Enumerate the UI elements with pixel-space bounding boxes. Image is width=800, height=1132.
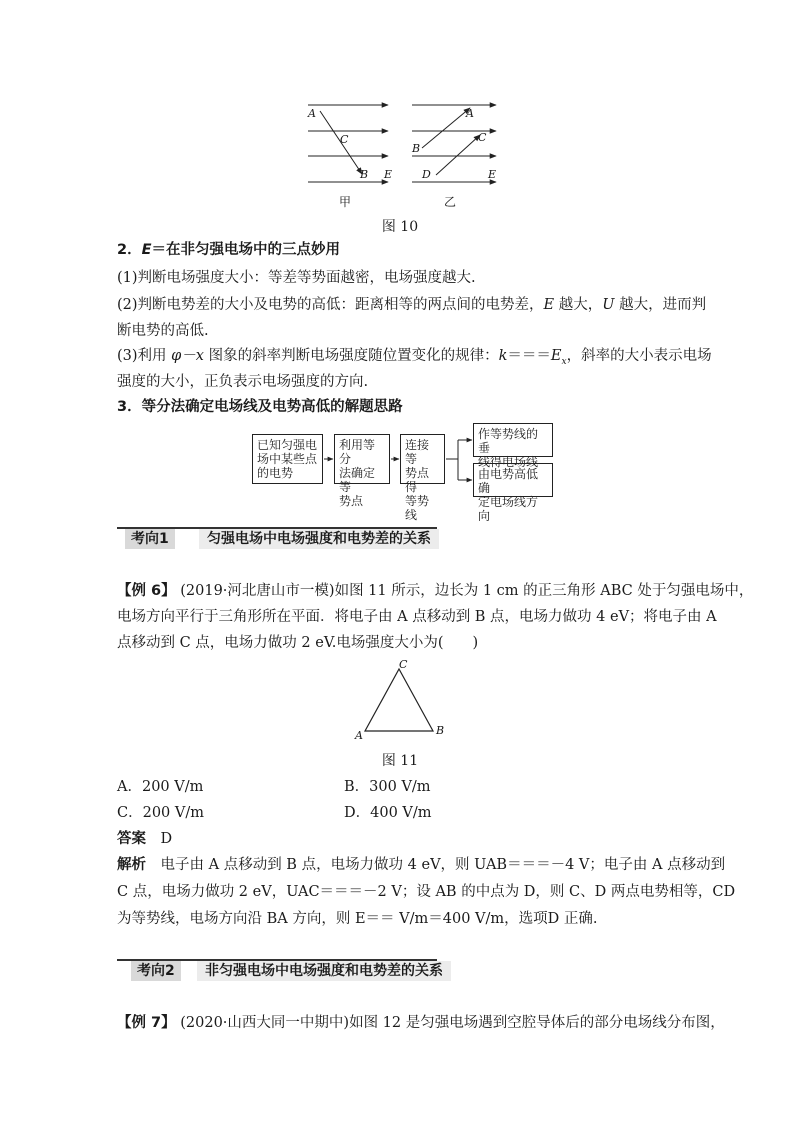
- figure-11-caption: 图 11: [381, 753, 419, 769]
- answer-line: [117, 829, 172, 849]
- example-6-line-1: 【例 6】 (2019·河北唐山市一模)如图 11 所示，边长为 1 cm 的正三角形 ABC 处于匀强电场中，: [117, 583, 754, 599]
- example-7-line-1: 【例 7】 (2020·山西大同一中期中)如图 12 是匀强电场遇到空腔导体后的部分电场线分布图，: [117, 1015, 725, 1031]
- topic-1-title: 匀强电场中电场强度和电势差的关系: [199, 529, 439, 549]
- fig10-label-a: A: [308, 107, 316, 120]
- fig10-right-label-b: B: [412, 142, 421, 155]
- figure-10: [300, 95, 510, 210]
- section-2-heading: 2．E＝在非匀强电场中的三点妙用: [117, 242, 340, 258]
- section-2-item-3-cont: 强度的大小，正负表示电场强度的方向.: [117, 374, 369, 390]
- section-2-item-3: (3)利用 φ－x 图象的斜率判断电场强度随位置变化的规律：$k===E_x$，斜率的大小表示电场: [117, 348, 712, 367]
- option-b: B．300 V/m: [344, 779, 431, 795]
- topic-2-title: 非匀强电场中电场强度和电势差的关系: [197, 961, 451, 981]
- section-2-item-1: (1)判断电场强度大小：等差等势面越密，电场强度越大.: [117, 270, 476, 286]
- figure-10-caption: 图 10: [381, 219, 419, 235]
- fig10-right-label-c: C: [478, 131, 487, 144]
- fig10-label-c: C: [340, 133, 349, 146]
- section-3-heading: 3．等分法确定电场线及电势高低的解题思路: [117, 399, 403, 415]
- flow-box-5: 由电势高低确 定电场线方向: [473, 463, 553, 497]
- example-7-tag: 【例 7】: [117, 1015, 176, 1031]
- fig10-label-b: B: [360, 168, 369, 181]
- fig10-right-label-d: D: [422, 168, 431, 181]
- flow-box-1: 已知匀强电 场中某些点 的电势: [252, 434, 323, 484]
- fig11-label-a: A: [355, 729, 363, 742]
- answer-value: D: [160, 831, 173, 847]
- flowchart-arrows: [320, 420, 480, 500]
- analysis-line-3: 为等势线，电场方向沿 BA 方向，则 E＝＝ V/m＝400 V/m，选项D 正确.: [117, 911, 598, 927]
- fig11-label-b: B: [436, 724, 445, 737]
- topic-1-label: 考向1: [125, 529, 175, 549]
- analysis-line-1: 解析 电子由 A 点移动到 B 点，电场力做功 4 eV，则 UAB＝＝＝－4 V；电子由 A 点移动到: [117, 857, 726, 873]
- topic-banner-2: [117, 959, 443, 981]
- option-d: D．400 V/m: [344, 805, 432, 821]
- topic-2-label: 考向2: [131, 961, 181, 981]
- fig10-label-e: E: [384, 168, 393, 181]
- topic-banner-1: [117, 527, 437, 549]
- flow-box-4: 作等势线的垂 线得电场线: [473, 423, 553, 457]
- analysis-label: 解析: [117, 857, 146, 873]
- option-c: C．200 V/m: [117, 805, 204, 821]
- flow-box-2: 利用等分 法确定等 势点: [334, 434, 390, 484]
- figure-11-triangle: [355, 660, 445, 740]
- flow-box-3: 连接等 势点得 等势线: [400, 434, 445, 484]
- fig10-right-name: 乙: [444, 195, 457, 209]
- fig10-right-label-a: A: [466, 107, 474, 120]
- example-6-tag: 【例 6】: [117, 583, 176, 599]
- section-2-item-2-cont: 断电势的高低.: [117, 323, 209, 339]
- answer-label: 答案: [117, 831, 146, 847]
- option-a: A．200 V/m: [117, 779, 204, 795]
- analysis-line-2: C 点，电场力做功 2 eV，UAC＝＝＝－2 V；设 AB 的中点为 D，则 C、D 两点电势相等，CD: [117, 884, 736, 900]
- fig10-left-name: 甲: [339, 195, 352, 209]
- example-6-line-2: 电场方向平行于三角形所在平面．将电子由 A 点移动到 B 点，电场力做功 4 eV；将电子由 A: [117, 609, 717, 625]
- fig11-label-c: C: [399, 658, 408, 671]
- example-6-line-3: 点移动到 C 点，电场力做功 2 eV.电场强度大小为( ): [117, 635, 479, 651]
- fig10-right-label-e: E: [488, 168, 497, 181]
- section-2-item-2: (2)判断电势差的大小及电势的高低：距离相等的两点间的电势差，E 越大，U 越大，进而判: [117, 297, 707, 313]
